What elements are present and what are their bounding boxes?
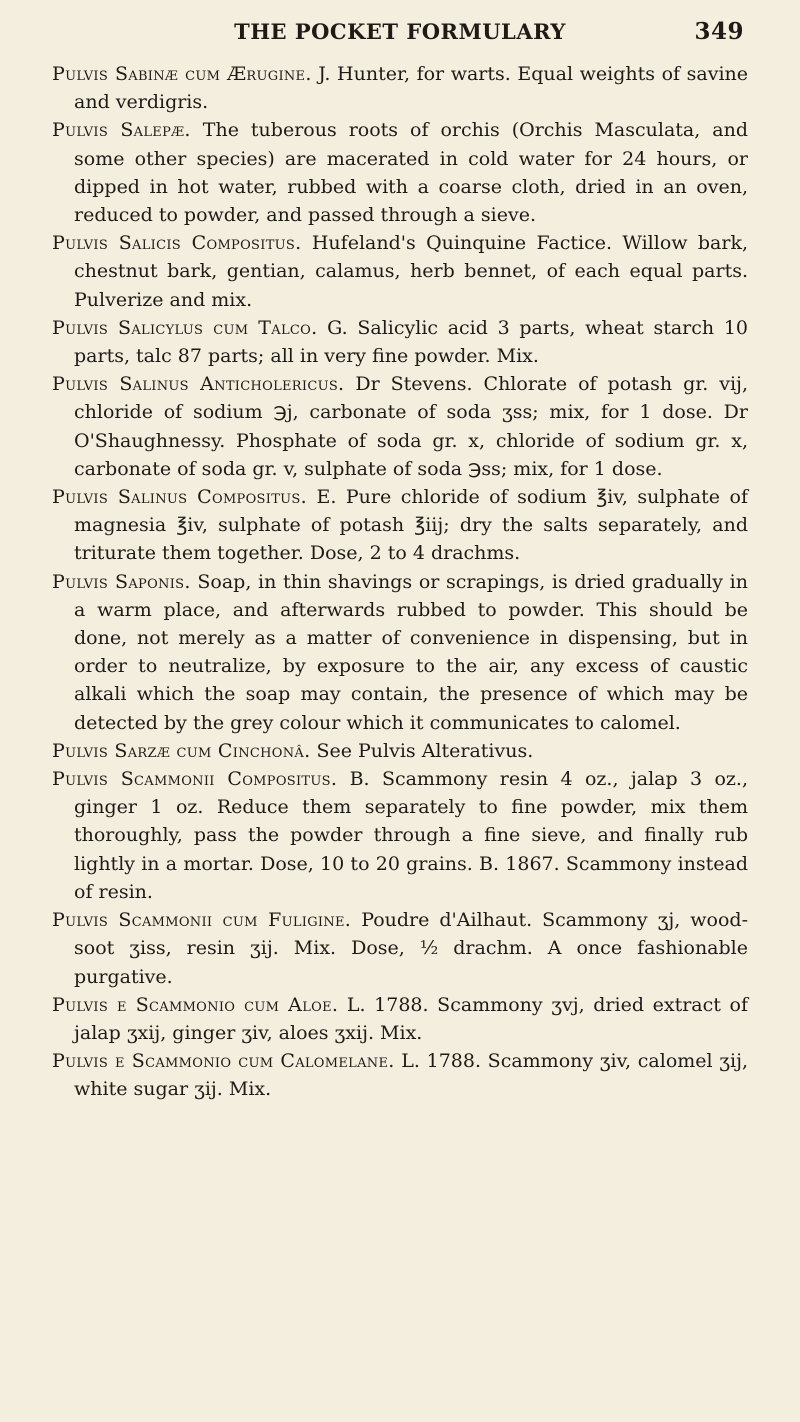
entry-pulvis-saponis	[52, 568, 748, 737]
entry-title: Pulvis Salinus Compositus.	[52, 486, 307, 509]
entry-text: Poudre d'Ailhaut. Scammony ʒj, wood-soot ʒiss, resin ʒij. Mix. Dose, ½ drachm. A once fashionable purgative.	[74, 909, 748, 988]
entry-pulvis-salinus-anticholericus	[52, 370, 748, 483]
entry-title: Pulvis Scammonii Compositus.	[52, 768, 338, 791]
entry-text: See Pulvis Alterativus.	[316, 739, 534, 762]
running-title: THE POCKET FORMULARY	[234, 19, 566, 44]
entry-text: L. 1788. Scammony ʒiv, calomel ʒij, white sugar ʒij. Mix.	[74, 1050, 748, 1101]
entry-text: The tuberous roots of orchis (Orchis Masculata, and some other species) are macerated in cold water for 24 hours, or dipped in hot water, rubbed with a coarse cloth, dried in an oven, reduced to powder, and passed through a sieve.	[74, 119, 749, 227]
entry-pulvis-salicylus	[52, 314, 748, 370]
entry-text: E. Pure chloride of sodium ℥iv, sulphate of magnesia ℥iv, sulphate of potash ℥iij; dry the salts separately, and triturate them together. Dose, 2 to 4 drachms.	[74, 486, 749, 565]
entry-title: Pulvis Scammonii cum Fuligine.	[52, 909, 352, 932]
entry-pulvis-salicis	[52, 229, 748, 314]
entry-pulvis-sarzae	[52, 737, 748, 765]
entry-text: G. Salicylic acid 3 parts, wheat starch 10 parts, talc 87 parts; all in very fine powder. Mix.	[74, 316, 748, 368]
entry-pulvis-scammonio-calomelane	[52, 1047, 748, 1103]
entry-title: Pulvis Salinus Anticholericus.	[52, 373, 345, 396]
entry-text: Dr Stevens. Chlorate of potash gr. vij, chloride of sodium ℈j, carbonate of soda ʒss; mix, for 1 dose. Dr O'Shaughnessy. Phosphate of soda gr. x, chloride of sodium gr. x, carbonate of soda gr. v, sulphate of soda ℈ss; mix, for 1 dose.	[74, 373, 748, 480]
entry-text: Soap, in thin shavings or scrapings, is dried gradually in a warm place, and afterwards rubbed to powder. This should be done, not merely as a matter of convenience in dispensing, but in order to neutralize, by exposure to the air, any excess of caustic alkali which the soap may contain, the presence of which may be detected by the grey colour which it communicates to calomel.	[74, 570, 748, 734]
entry-text: Hufeland's Quinquine Factice. Willow bark, chestnut bark, gentian, calamus, herb bennet, of each equal parts. Pulverize and mix.	[74, 232, 749, 311]
formulary-entries	[52, 60, 748, 1104]
entry-pulvis-scammonii-fuligine	[52, 906, 748, 991]
entry-title: Pulvis Salepæ.	[52, 119, 191, 142]
entry-title: Pulvis e Scammonio cum Calomelane.	[52, 1050, 395, 1073]
entry-title: Pulvis e Scammonio cum Aloe.	[52, 993, 339, 1016]
entry-text: J. Hunter, for warts. Equal weights of savine and verdigris.	[74, 63, 749, 114]
entry-pulvis-scammonio-aloe	[52, 991, 748, 1047]
entry-text: B. Scammony resin 4 oz., jalap 3 oz., ginger 1 oz. Reduce them separately to fine powder, mix them thoroughly, pass the powder through a fine sieve, and finally rub lightly in a mortar. Dose, 10 to 20 grains. B. 1867. Scammony instead of resin.	[74, 768, 748, 903]
entry-pulvis-sabinae	[52, 60, 748, 116]
entry-title: Pulvis Sabinæ cum Ærugine.	[52, 63, 312, 85]
entry-text: L. 1788. Scammony ʒvj, dried extract of jalap ʒxij, ginger ʒiv, aloes ʒxij. Mix.	[74, 993, 748, 1044]
entry-title: Pulvis Salicis Compositus.	[52, 232, 302, 255]
entry-pulvis-salepae	[52, 116, 748, 229]
running-head	[52, 12, 748, 52]
page-number: 349	[694, 18, 744, 45]
entry-title: Pulvis Sarzæ cum Cinchonâ.	[52, 739, 311, 762]
entry-title: Pulvis Saponis.	[52, 570, 191, 593]
entry-title: Pulvis Salicylus cum Talco.	[52, 316, 318, 339]
entry-pulvis-scammonii-compositus	[52, 765, 748, 906]
entry-pulvis-salinus-compositus	[52, 483, 748, 568]
